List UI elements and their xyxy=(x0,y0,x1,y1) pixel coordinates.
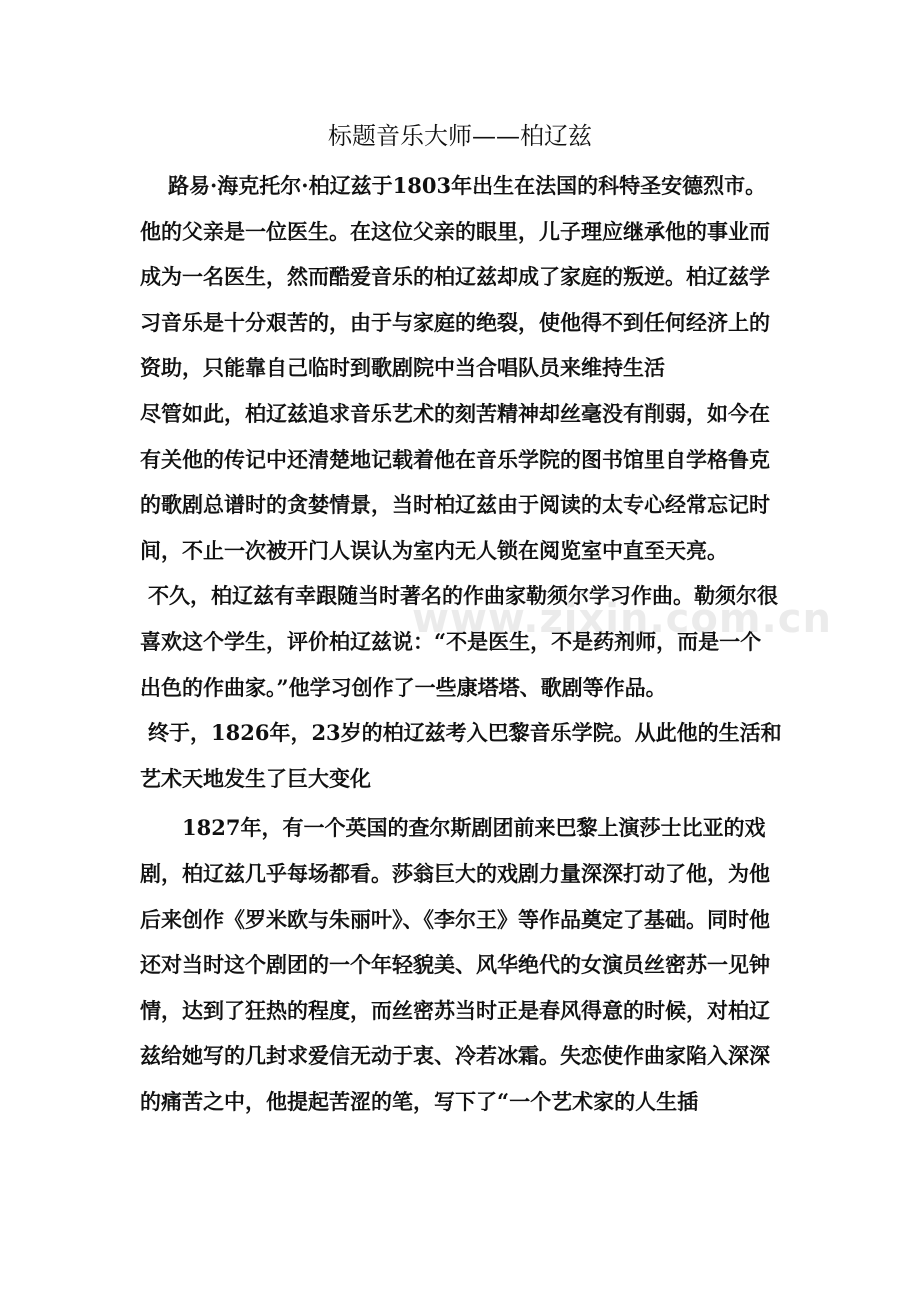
document-body xyxy=(140,163,782,1124)
paragraph-shakespeare: 1827年，有一个英国的查尔斯剧团前来巴黎上演莎士比亚的戏剧，柏辽兹几乎每场都看。莎翁巨大的戏剧力量深深打动了他，为他后来创作《罗米欧与朱丽叶》、《李尔王》等作品奠定了基础。同时他还对当时这个剧团的一个年轻貌美、风华绝代的女演员丝密苏一见钟情，达到了狂热的程度，而丝密苏当时正是春风得意的时候，对柏辽兹给她写的几封求爱信无动于衷、冷若冰霜。失恋使作曲家陷入深深的痛苦之中，他提起苦涩的笔，写下了“一个艺术家的人生插 xyxy=(140,815,770,1114)
document-title: 标题音乐大师——柏辽兹 xyxy=(328,122,592,150)
watermark: www.zixin.com.cn xyxy=(412,596,832,642)
paragraph-conservatory: 终于，1826年，23岁的柏辽兹考入巴黎音乐学院。从此他的生活和艺术天地发生了巨大变化 xyxy=(140,720,782,791)
paragraph-study-composition: 不久，柏辽兹有幸跟随当时著名的作曲家勒须尔学习作曲。勒须尔很喜欢这个学生，评价柏辽兹说：“不是医生，不是药剂师，而是一个出色的作曲家。”他学习创作了一些康塔塔、歌剧等作品。 xyxy=(140,583,778,700)
paragraph-perseverance: 尽管如此，柏辽兹追求音乐艺术的刻苦精神却丝毫没有削弱，如今在有关他的传记中还清楚地记载着他在音乐学院的图书馆里自学格鲁克的歌剧总谱时的贪婪情景，当时柏辽兹由于阅读的太专心经常忘记时间，不止一次被开门人误认为室内无人锁在阅览室中直至天亮。 xyxy=(140,400,770,563)
paragraph-birth: 路易·海克托尔·柏辽兹于1803年出生在法国的科特圣安德烈市。他的父亲是一位医生。在这位父亲的眼里，儿子理应继承他的事业而成为一名医生，然而酷爱音乐的柏辽兹却成了家庭的叛逆。柏辽兹学习音乐是十分艰苦的，由于与家庭的绝裂，使他得不到任何经济上的资助，只能靠自己临时到歌剧院中当合唱队员来维持生活 xyxy=(140,173,770,381)
